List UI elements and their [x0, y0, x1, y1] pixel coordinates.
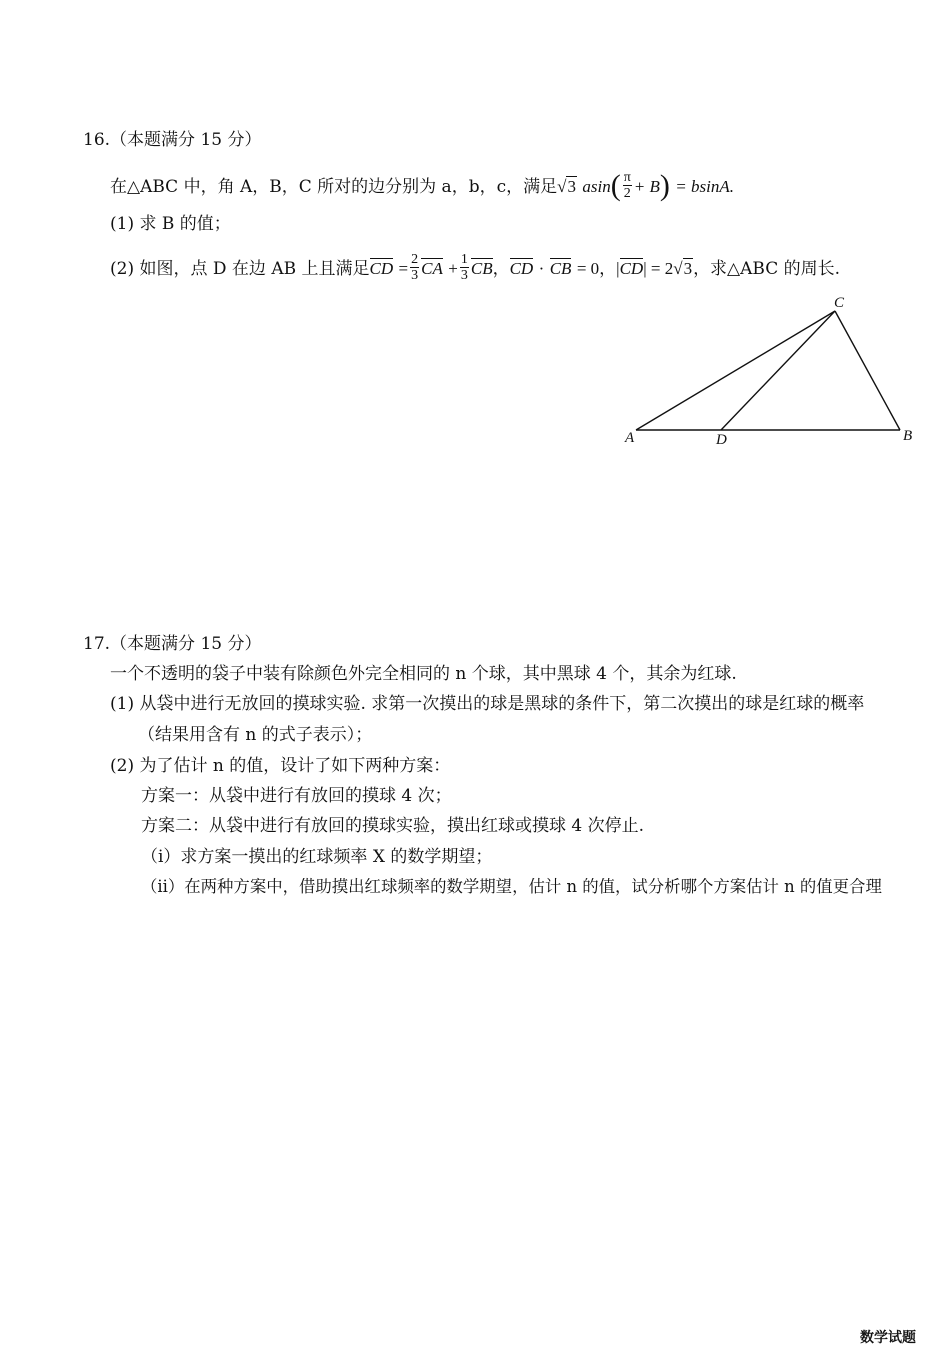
pi-over-two: [623, 170, 632, 201]
point-d-label: D: [716, 432, 727, 448]
left-paren: (: [610, 168, 621, 202]
part2-text: (2) 如图，点 D 在边 AB 上且满足: [110, 259, 370, 279]
q17-part1: (1) 从袋中进行无放回的摸球实验. 求第一次摸出的球是黑球的条件下，第二次摸出的球是红球的概率: [110, 694, 865, 714]
equals: =: [398, 259, 409, 278]
radicand: 3: [567, 177, 576, 196]
q16-header: 16.（本题满分 15 分）: [83, 130, 262, 150]
frac-num: 2: [411, 252, 419, 267]
abs-value: | = 2: [643, 259, 674, 278]
q17-plan1: 方案一：从袋中进行有放回的摸球 4 次；: [141, 786, 452, 806]
part2-end: ，求△ABC 的周长.: [693, 259, 841, 279]
side-bc: [835, 311, 900, 430]
sqrt-three: [673, 258, 693, 278]
vector-cb: CB: [549, 259, 572, 278]
segment-cd: [721, 311, 835, 430]
frac-den: 3: [460, 268, 468, 283]
q17-part2: (2) 为了估计 n 的值，设计了如下两种方案：: [110, 756, 451, 776]
sqrt-symbol: √: [557, 177, 567, 196]
vertex-b-label: B: [903, 428, 913, 444]
one-third: [460, 252, 469, 283]
frac-num: π: [623, 170, 631, 185]
right-paren: ): [659, 168, 670, 202]
vector-cd: CD: [509, 259, 534, 278]
q17-sub1: （ⅰ）求方案一摸出的红球频率 X 的数学期望；: [141, 847, 493, 867]
frac-den: 2: [623, 186, 631, 201]
side-ac: [636, 311, 835, 430]
q16-bsina: = bsinA.: [675, 177, 734, 196]
triangle-figure: [620, 290, 920, 450]
q17-plan2: 方案二：从袋中进行有放回的摸球实验，摸出红球或摸球 4 次停止.: [141, 816, 645, 836]
vertex-c-label: C: [834, 295, 845, 311]
vector-cd: CD: [369, 259, 394, 278]
plus: +: [448, 259, 458, 278]
q16-part2: [110, 254, 840, 285]
vector-cd: CD: [619, 259, 644, 278]
vector-cb: CB: [470, 259, 493, 278]
q17-header: 17.（本题满分 15 分）: [83, 634, 262, 654]
frac-den: 3: [411, 268, 419, 283]
q16-asin: asin: [582, 177, 611, 196]
q17-intro: 一个不透明的袋子中装有除颜色外完全相同的 n 个球，其中黑球 4 个，其余为红球.: [110, 664, 737, 684]
plus-b: + B: [633, 177, 660, 196]
sqrt-symbol: √: [673, 259, 683, 278]
equals-zero: = 0，|: [576, 259, 620, 278]
page-footer: 数学试题: [860, 1330, 916, 1346]
two-thirds: [410, 252, 419, 283]
q16-part1: (1) 求 B 的值；: [110, 214, 231, 234]
vector-ca: CA: [421, 259, 443, 278]
q17-sub2: （ⅱ）在两种方案中，借助摸出红球频率的数学期望，估计 n 的值，试分析哪个方案估计 n 的值更合理: [141, 877, 882, 896]
frac-num: 1: [460, 252, 468, 267]
sqrt-three: [557, 176, 577, 196]
q17-part1-note: （结果用含有 n 的式子表示）；: [138, 725, 373, 745]
q16-intro: [110, 168, 734, 203]
comma: ，: [492, 259, 510, 279]
radicand: 3: [683, 259, 693, 278]
q16-intro-text: 在△ABC 中，角 A，B，C 所对的边分别为 a，b，c，满足: [110, 177, 558, 197]
vertex-a-label: A: [625, 430, 635, 446]
dot-product: ·: [538, 259, 545, 278]
